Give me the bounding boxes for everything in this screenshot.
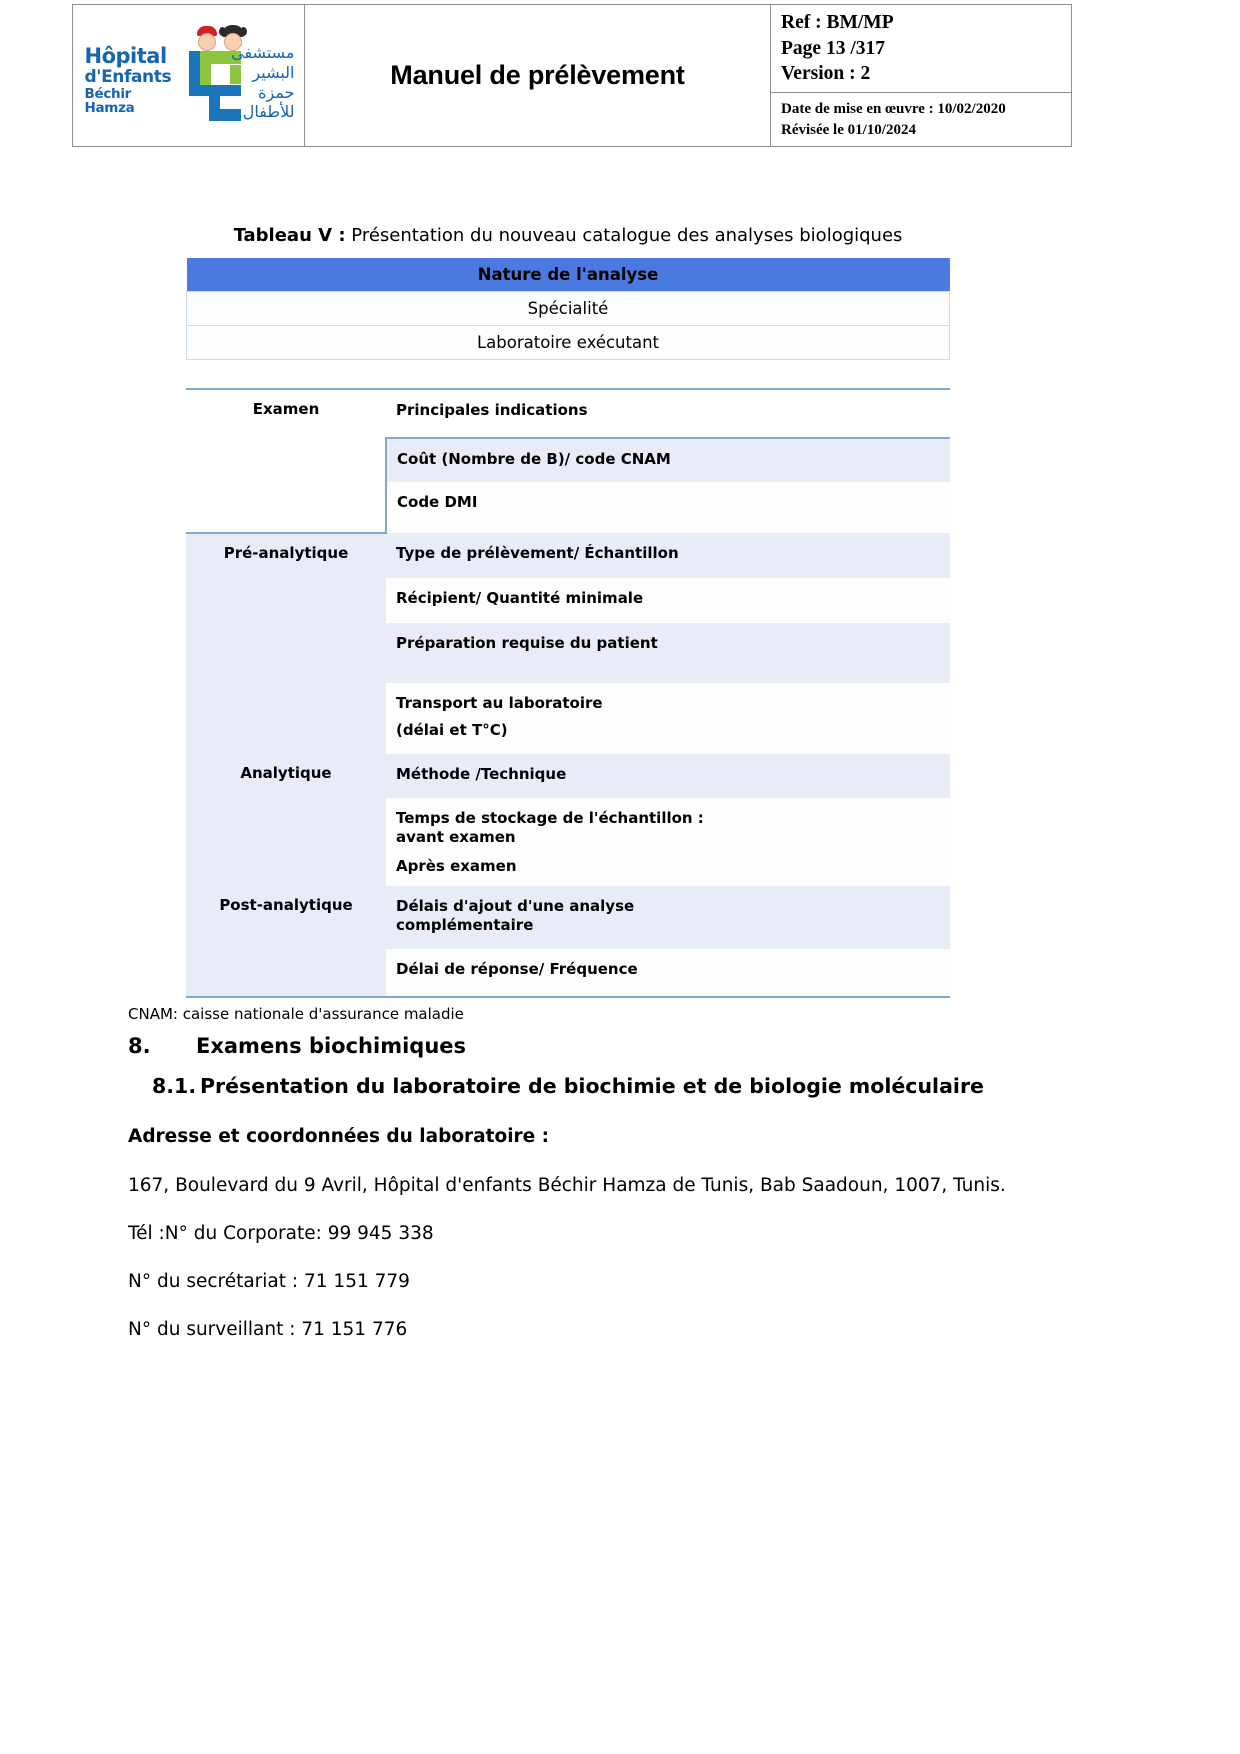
table-row — [186, 886, 950, 949]
table-row — [187, 292, 950, 326]
row-label-post-analytique: Post-analytique — [186, 886, 386, 949]
row-value-cout-cnam: Coût (Nombre de B)/ code CNAM — [386, 438, 950, 482]
table-row — [186, 683, 950, 754]
catalogue-structure-table — [186, 388, 950, 998]
meta-ref: Ref : BM/MP — [781, 12, 894, 33]
lab-phone-corporate: Tél :N° du Corporate: 99 945 338 — [128, 1223, 434, 1244]
logo-line-enfants: d'Enfants — [84, 67, 172, 88]
section-8-1-number: 8.1. — [152, 1074, 197, 1098]
meta-page: Page 13 /317 — [781, 37, 885, 59]
row-value-temps-stockage-line1: Temps de stockage de l'échantillon : — [396, 809, 704, 827]
row-label-empty-3 — [186, 578, 386, 623]
document-header — [72, 4, 1072, 147]
logo-line-bechir-hamza: Béchir Hamza — [84, 85, 135, 117]
meta-date-revision: Révisée le 01/10/2024 — [781, 121, 916, 138]
row-value-apres-examen: Après examen — [396, 857, 517, 876]
row-label-examen: Examen — [252, 400, 320, 418]
section-8-title: Examens biochimiques — [196, 1034, 467, 1058]
logo-arabic-line-2: البشير حمزة — [252, 63, 295, 102]
section-heading-8-1 — [152, 1074, 1052, 1098]
nature-row-specialite: Spécialité — [187, 292, 950, 326]
header-title-cell — [305, 5, 771, 146]
table-bottom-rule — [186, 996, 950, 998]
row-value-transport-laboratoire: Transport au laboratoire (délai et T°C) — [386, 683, 950, 754]
lab-phone-secretariat: N° du secrétariat : 71 151 779 — [128, 1271, 410, 1292]
logo-line-hopital: Hôpital — [84, 44, 167, 69]
row-label-empty-2 — [186, 482, 386, 533]
section-heading-8 — [128, 1034, 1028, 1058]
meta-date-implementation: Date de mise en œuvre : 10/02/2020 — [781, 101, 1006, 118]
row-label-pre-analytique: Pré-analytique — [186, 533, 386, 578]
nature-row-laboratoire: Laboratoire exécutant — [187, 326, 950, 360]
document-title: Manuel de prélèvement — [390, 59, 685, 90]
table-row — [187, 326, 950, 360]
logo-arabic-line-3: للأطفال — [242, 102, 295, 122]
lab-phone-surveillant: N° du surveillant : 71 151 776 — [128, 1319, 408, 1340]
hospital-logo — [79, 17, 299, 133]
table-row — [186, 390, 950, 438]
row-label-empty-4 — [186, 623, 386, 683]
nature-table-header-row — [187, 258, 950, 292]
row-value-type-prelevement: Type de prélèvement/ Échantillon — [386, 533, 950, 578]
header-logo-cell — [73, 5, 305, 146]
row-value-methode-technique: Méthode /Technique — [386, 754, 950, 798]
table-row — [186, 533, 950, 578]
section-8-number: 8. — [128, 1034, 151, 1058]
row-value-principales-indications: Principales indications — [396, 401, 588, 419]
table-row — [186, 754, 950, 798]
header-meta-cell — [771, 5, 1071, 146]
header-meta-date-block — [771, 93, 1071, 146]
table-row — [186, 798, 950, 886]
row-label-empty-5 — [186, 683, 386, 754]
row-value-delai-reponse: Délai de réponse/ Fréquence — [386, 949, 950, 996]
logo-french-text — [85, 45, 185, 115]
table-row — [186, 949, 950, 996]
table-caption-text: Présentation du nouveau catalogue des analyses biologiques — [345, 225, 903, 246]
nature-table-header-cell: Nature de l'analyse — [187, 258, 950, 292]
table-caption-label: Tableau V : — [233, 225, 346, 246]
row-value-code-dmi: Code DMI — [386, 482, 950, 533]
row-value-delais-ajout — [386, 886, 950, 949]
row-value-avant-examen: avant examen — [396, 828, 516, 847]
table-row — [186, 482, 950, 533]
row-value-temps-stockage — [386, 798, 950, 886]
row-value-preparation-patient: Préparation requise du patient — [386, 623, 950, 683]
logo-arabic-text — [213, 43, 295, 121]
table-row — [186, 578, 950, 623]
lab-address-line: 167, Boulevard du 9 Avril, Hôpital d'enfants Béchir Hamza de Tunis, Bab Saadoun, 1007, Tunis. — [128, 1175, 1006, 1196]
row-value-delais-ajout-line1: Délais d'ajout d'une analyse — [396, 897, 635, 915]
section-8-1-title: Présentation du laboratoire de biochimie et de biologie moléculaire — [200, 1074, 984, 1098]
table-row — [186, 438, 950, 482]
meta-version: Version : 2 — [781, 63, 871, 85]
row-label-analytique: Analytique — [186, 754, 386, 798]
table-row — [186, 623, 950, 683]
row-label-empty-7 — [186, 949, 386, 996]
table-footnote: CNAM: caisse nationale d'assurance maladie — [128, 1005, 464, 1023]
row-value-transport-delai: (délai et T°C) — [396, 721, 508, 740]
header-meta-reference-block — [771, 5, 1071, 93]
address-subheading: Adresse et coordonnées du laboratoire : — [128, 1126, 550, 1147]
row-label-empty-1 — [186, 438, 386, 482]
row-value-delais-ajout-line2: complémentaire — [396, 916, 534, 935]
nature-analysis-table — [186, 258, 950, 360]
logo-arabic-line-1: مستشفى — [231, 43, 295, 63]
table-caption — [186, 225, 950, 246]
row-value-recipient-quantite: Récipient/ Quantité minimale — [386, 578, 950, 623]
row-label-empty-6 — [186, 798, 386, 886]
